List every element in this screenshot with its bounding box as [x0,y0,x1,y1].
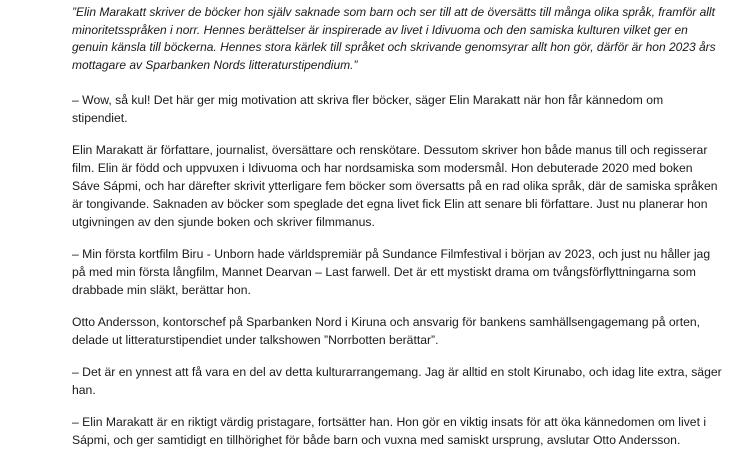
paragraph-film: – Min första kortfilm Biru - Unborn hade världspremiär på Sundance Filmfestival i början av 2023, och just nu håller jag på med min första långfilm, Mannet Dearvan – Last farwell. Det är ett mystiskt drama om tvångsförflyttningarna som drabbade min släkt, berättar hon. [72,247,711,297]
intro-quote: ”Elin Marakatt skriver de böcker hon själv saknade som barn och ser till att de översätts till många olika språk, framför allt minoritetsspråken i norr. Hennes berättelser är inspirerade av livet i Idivuoma och den samiska kulturen vilket ger en genuin känsla till böckerna. Hennes stora kärlek till språket och skrivande genomsyrar allt hon gör, därför är hon 2023 års mottagare av Sparbanken Nords litteraturstipendium.” [72,5,716,72]
paragraph-biography: Elin Marakatt är författare, journalist, översättare och renskötare. Dessutom skriver hon både manus till och regisserar film. Elin är född och uppvuxen i Idivuoma och har nordsamiska som modersmål. Hon debuterade 2020 med boken Sáve Sápmi, och har därefter skrivit ytterligare fem böcker som översatts på en rad olika språk, där de samiska språken är tongivande. Saknaden av böcker som speglade det egna livet fick Elin att senare bli författare. Just nu planerar hon utgivningen av den sjunde boken och skriver filmmanus. [72,143,718,229]
paragraph-closing: – Elin Marakatt är en riktigt värdig pristagare, fortsätter han. Hon gör en viktig insats för att öka kännedomen om livet i Sápmi, och ger samtidigt en tillhörighet för både barn och vuxna med samiskt ursprung, avslutar Otto Andersson. [72,415,707,447]
paragraph-otto-quote: – Det är en ynnest att få vara en del av detta kulturarrangemang. Jag är alltid en stolt Kirunabo, och idag lite extra, säger han. [72,365,722,397]
paragraph-reaction: – Wow, så kul! Det här ger mig motivation att skriva fler böcker, säger Elin Marakatt när hon får kännedom om stipendiet. [72,93,664,125]
paragraph-otto-intro: Otto Andersson, kontorschef på Sparbanken Nord i Kiruna och ansvarig för bankens samhällsengagemang på orten, delade ut litteraturstipendiet under talkshowen ”Norrbotten berättar”. [72,315,701,347]
